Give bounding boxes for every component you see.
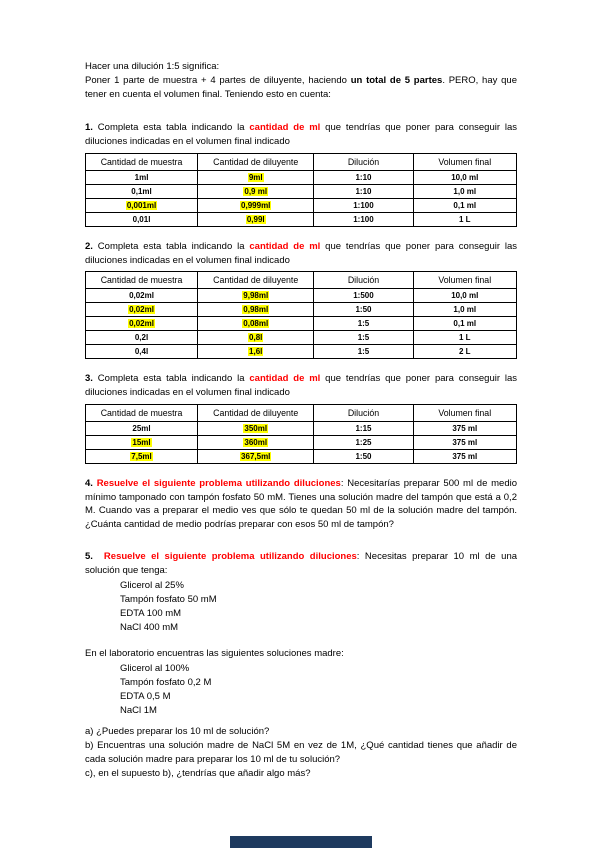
table-row [86,303,517,317]
table-cell: 0,98ml [198,303,314,317]
table-cell: 1:100 [314,212,413,226]
intro-paragraph [85,60,517,101]
intro-line2-pre: Poner 1 parte de muestra + 4 partes de diluyente, haciendo [85,74,351,86]
table-cell: 1,6l [198,345,314,359]
column-header-volumen: Volumen final [413,404,516,421]
list-item: NaCl 400 mM [120,621,179,633]
table-cell: 1ml [86,170,198,184]
column-header-diluyente: Cantidad de diluyente [198,404,314,421]
table-cell: 1:5 [314,331,413,345]
table-cell: 0,02ml [86,303,198,317]
subquestion-a: a) ¿Puedes preparar los 10 ml de solución? [85,726,270,738]
question-5-red-phrase: Resuelve el siguiente problema utilizando diluciones [103,550,357,562]
column-header-muestra: Cantidad de muestra [86,272,198,289]
question-2-pre: Completa esta tabla indicando la [92,240,250,252]
table-cell: 0,001ml [86,198,198,212]
column-header-diluyente: Cantidad de diluyente [198,272,314,289]
target-solution-list [120,579,517,634]
table-cell: 0,02ml [86,289,198,303]
table-cell: 0,08ml [198,317,314,331]
question-4-body: : Necesitarías preparar 500 ml de medio mínimo tamponado con tampón fosfato 50 mM. Tienes una solución madre del tampón que está a 0,2 M. Cuando vas a preparar el medio ves que sólo te quedan 50 ml de la solución madre del tampón. ¿Cuánta cantidad de medio podrías preparar con esos 50 ml de tampón? [85,477,517,531]
question-4-number: 4. [85,477,93,489]
lab-intro-text: En el laboratorio encuentras las siguientes soluciones madre: [85,647,344,659]
table-cell: 9ml [198,170,314,184]
question-2-red-phrase: cantidad de ml [249,240,321,252]
table-row [86,449,517,463]
question-2-number: 2. [85,240,93,252]
table-cell: 360ml [198,435,314,449]
question-1-pre: Completa esta tabla indicando la [92,122,250,134]
list-item: EDTA 0,5 M [120,690,171,702]
subquestion-c: c), en el supuesto b), ¿tendrías que añadir algo más? [85,767,311,779]
table-header-row [86,272,517,289]
table-cell: 0,99l [198,212,314,226]
viewer-toolbar[interactable] [230,836,372,848]
table-cell: 1:50 [314,449,413,463]
subquestion-b: b) Encuentras una solución madre de NaCl 5M en vez de 1M, ¿Qué cantidad tienes que añadir de cada solución madre para preparar los 10 ml de tu solución? [85,740,517,765]
question-4-text [85,477,517,532]
table-cell: 7,5ml [86,449,198,463]
dilution-table-3 [85,404,517,464]
table-cell: 0,999ml [198,198,314,212]
table-row [86,212,517,226]
intro-bold-phrase: un total de 5 partes [350,74,443,86]
table-cell: 0,4l [86,345,198,359]
table-cell: 15ml [86,435,198,449]
table-row [86,198,517,212]
table-row [86,435,517,449]
table-cell: 0,1 ml [413,198,516,212]
list-item: EDTA 100 mM [120,608,182,620]
question-1-red-phrase: cantidad de ml [249,122,321,134]
table-header-row [86,153,517,170]
question-2-post: que tendrías que poner para conseguir las diluciones indicadas en el volumen final indicado [85,240,518,266]
column-header-muestra: Cantidad de muestra [86,153,198,170]
table-cell: 1,0 ml [413,184,516,198]
table-cell: 0,1 ml [413,317,516,331]
question-4-red-phrase: Resuelve el siguiente problema utilizando diluciones [96,477,341,489]
question-3-number: 3. [85,373,93,385]
list-item: NaCl 1M [120,704,157,716]
table-cell: 0,2l [86,331,198,345]
table-cell: 375 ml [413,449,516,463]
question-3-post: que tendrías que poner para conseguir las diluciones indicadas en el volumen final indicado [85,373,518,399]
table-cell: 1:5 [314,345,413,359]
table-cell: 10,0 ml [413,170,516,184]
table-cell: 1:50 [314,303,413,317]
table-cell: 1:500 [314,289,413,303]
table-cell: 1:5 [314,317,413,331]
question-1-post: que tendrías que poner para conseguir las diluciones indicadas en el volumen final indicado [85,122,518,148]
table-cell: 0,8l [198,331,314,345]
table-cell: 367,5ml [198,449,314,463]
column-header-muestra: Cantidad de muestra [86,404,198,421]
list-item: Glicerol al 100% [120,663,190,675]
list-item: Glicerol al 25% [120,580,184,592]
question-2-text [85,240,517,268]
question-5-text [85,550,517,578]
list-item: Tampón fosfato 0,2 M [120,677,212,689]
table-row [86,184,517,198]
intro-line2-post: . PERO, hay que tener en cuenta el volumen final. Teniendo esto en cuenta: [85,74,517,100]
table-cell: 1 L [413,331,516,345]
table-cell: 375 ml [413,421,516,435]
stock-solution-list [120,662,517,717]
table-header-row [86,404,517,421]
column-header-diluyente: Cantidad de diluyente [198,153,314,170]
table-cell: 10,0 ml [413,289,516,303]
dilution-table-1 [85,153,517,227]
table-cell: 1,0 ml [413,303,516,317]
table-cell: 375 ml [413,435,516,449]
column-header-dilucion: Dilución [314,272,413,289]
table-cell: 0,1ml [86,184,198,198]
question-1-text [85,121,517,149]
document-page [85,60,517,780]
column-header-volumen: Volumen final [413,272,516,289]
question-3-pre: Completa esta tabla indicando la [92,373,250,385]
table-row [86,421,517,435]
table-cell: 1 L [413,212,516,226]
table-cell: 350ml [198,421,314,435]
table-row [86,170,517,184]
table-cell: 9,98ml [198,289,314,303]
column-header-dilucion: Dilución [314,153,413,170]
column-header-volumen: Volumen final [413,153,516,170]
table-cell: 1:25 [314,435,413,449]
question-5-body: : Necesitas preparar 10 ml de una solución que tenga: [85,550,518,576]
intro-line1: Hacer una dilución 1:5 significa: [85,61,220,72]
list-item: Tampón fosfato 50 mM [120,594,217,606]
question-3-text [85,372,517,400]
table-cell: 1:100 [314,198,413,212]
table-row [86,317,517,331]
table-cell: 1:15 [314,421,413,435]
table-cell: 0,9 ml [198,184,314,198]
question-1-number: 1. [85,122,93,134]
question-3-red-phrase: cantidad de ml [249,373,321,385]
table-cell: 1:10 [314,170,413,184]
table-cell: 25ml [86,421,198,435]
table-cell: 1:10 [314,184,413,198]
column-header-dilucion: Dilución [314,404,413,421]
question-5-number: 5. [85,550,93,562]
table-row [86,331,517,345]
table-row [86,289,517,303]
table-cell: 2 L [413,345,516,359]
table-cell: 0,01l [86,212,198,226]
table-row [86,345,517,359]
dilution-table-2 [85,271,517,359]
table-cell: 0,02ml [86,317,198,331]
